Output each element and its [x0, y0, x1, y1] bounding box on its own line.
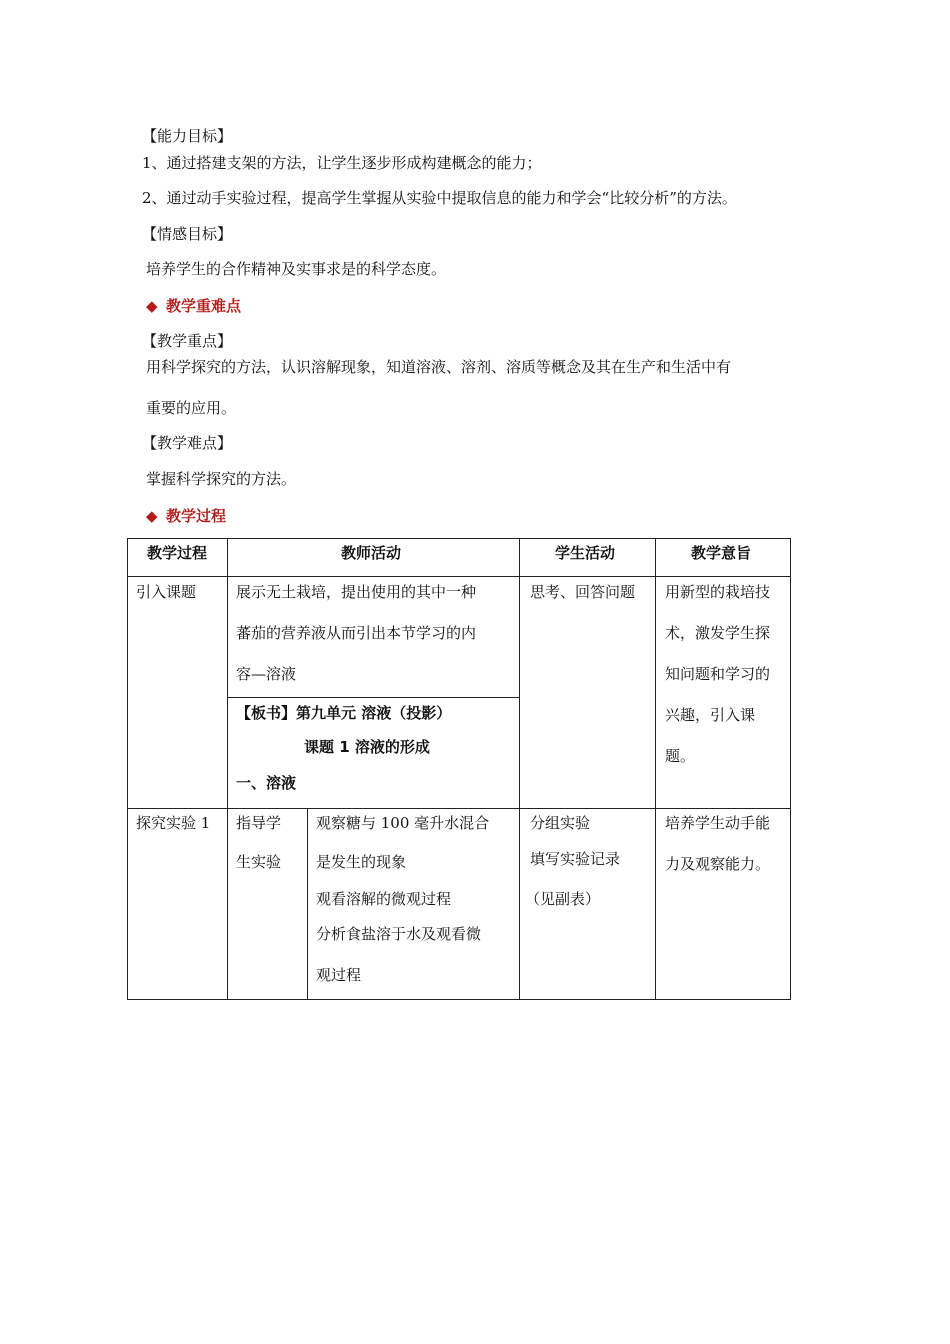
ability-item-1: 1、通过搭建支架的方法，让学生逐步形成构建概念的能力；	[142, 154, 542, 172]
difficulty-text: 掌握科学探究的方法。	[146, 470, 297, 488]
section-title-process	[146, 506, 226, 526]
stage-intro: 引入课题	[136, 583, 197, 601]
purpose-line: 题。	[665, 747, 696, 765]
teacher-guide-line: 生实验	[236, 853, 282, 871]
difficulty-heading: 【教学难点】	[142, 434, 233, 452]
header-teacher: 教师活动	[341, 544, 402, 562]
table-border-left	[127, 538, 128, 1000]
teacher-detail-line: 分析食盐溶于水及观看微	[316, 925, 482, 943]
purpose-line: 兴趣，引入课	[665, 706, 756, 724]
table-col-divider-3	[655, 538, 656, 1000]
diamond-bullet-icon: ◆	[146, 507, 158, 525]
teacher-detail-line: 是发生的现象	[316, 853, 407, 871]
board-line: 一、溶液	[236, 774, 297, 792]
purpose-line: 培养学生动手能	[665, 814, 771, 832]
teacher-detail-line: 观看溶解的微观过程	[316, 890, 452, 908]
student-activity-line: （见副表）	[525, 890, 601, 908]
teacher-detail-line: 观察糖与 100 毫升水混合	[316, 814, 490, 832]
purpose-line: 力及观察能力。	[665, 855, 771, 873]
teacher-activity-line: 展示无土栽培，提出使用的其中一种	[236, 583, 477, 601]
board-line: 【板书】第九单元 溶液（投影）	[236, 704, 452, 722]
focus-text-line2: 重要的应用。	[146, 399, 237, 417]
table-col-divider-2	[519, 538, 520, 1000]
purpose-line: 术，激发学生探	[665, 624, 771, 642]
purpose-line: 用新型的栽培技	[665, 583, 771, 601]
emotion-heading: 【情感目标】	[142, 225, 233, 243]
header-purpose: 教学意旨	[691, 544, 752, 562]
section-title-process-text: 教学过程	[166, 507, 227, 525]
table-col-divider-teacher	[307, 808, 308, 1000]
focus-text-line1: 用科学探究的方法，认识溶解现象，知道溶液、溶剂、溶质等概念及其在生产和生活中有	[146, 358, 732, 376]
table-col-divider-1	[227, 538, 228, 1000]
header-process: 教学过程	[147, 544, 208, 562]
student-activity: 思考、回答问题	[530, 583, 636, 601]
focus-heading: 【教学重点】	[142, 332, 233, 350]
teacher-guide-line: 指导学	[236, 814, 282, 832]
process-table	[127, 538, 791, 1000]
table-teacher-divider	[227, 697, 519, 698]
board-line: 课题 1 溶液的形成	[304, 738, 430, 756]
header-student: 学生活动	[555, 544, 616, 562]
student-activity-line: 填写实验记录	[530, 850, 621, 868]
diamond-bullet-icon: ◆	[146, 297, 158, 315]
section-title-key-points	[146, 296, 241, 316]
teacher-activity-line: 容—溶液	[236, 665, 297, 683]
purpose-line: 知问题和学习的	[665, 665, 771, 683]
teacher-activity-line: 蕃茄的营养液从而引出本节学习的内	[236, 624, 477, 642]
ability-item-2: 2、通过动手实验过程，提高学生掌握从实验中提取信息的能力和学会“比较分析”的方法。	[142, 189, 737, 207]
emotion-text: 培养学生的合作精神及实事求是的科学态度。	[146, 260, 447, 278]
student-activity-line: 分组实验	[530, 814, 591, 832]
table-border-right	[790, 538, 791, 1000]
stage-experiment: 探究实验 1	[136, 814, 211, 832]
ability-heading: 【能力目标】	[142, 127, 233, 145]
teacher-detail-line: 观过程	[316, 966, 362, 984]
section-title-key-points-text: 教学重难点	[166, 297, 242, 315]
